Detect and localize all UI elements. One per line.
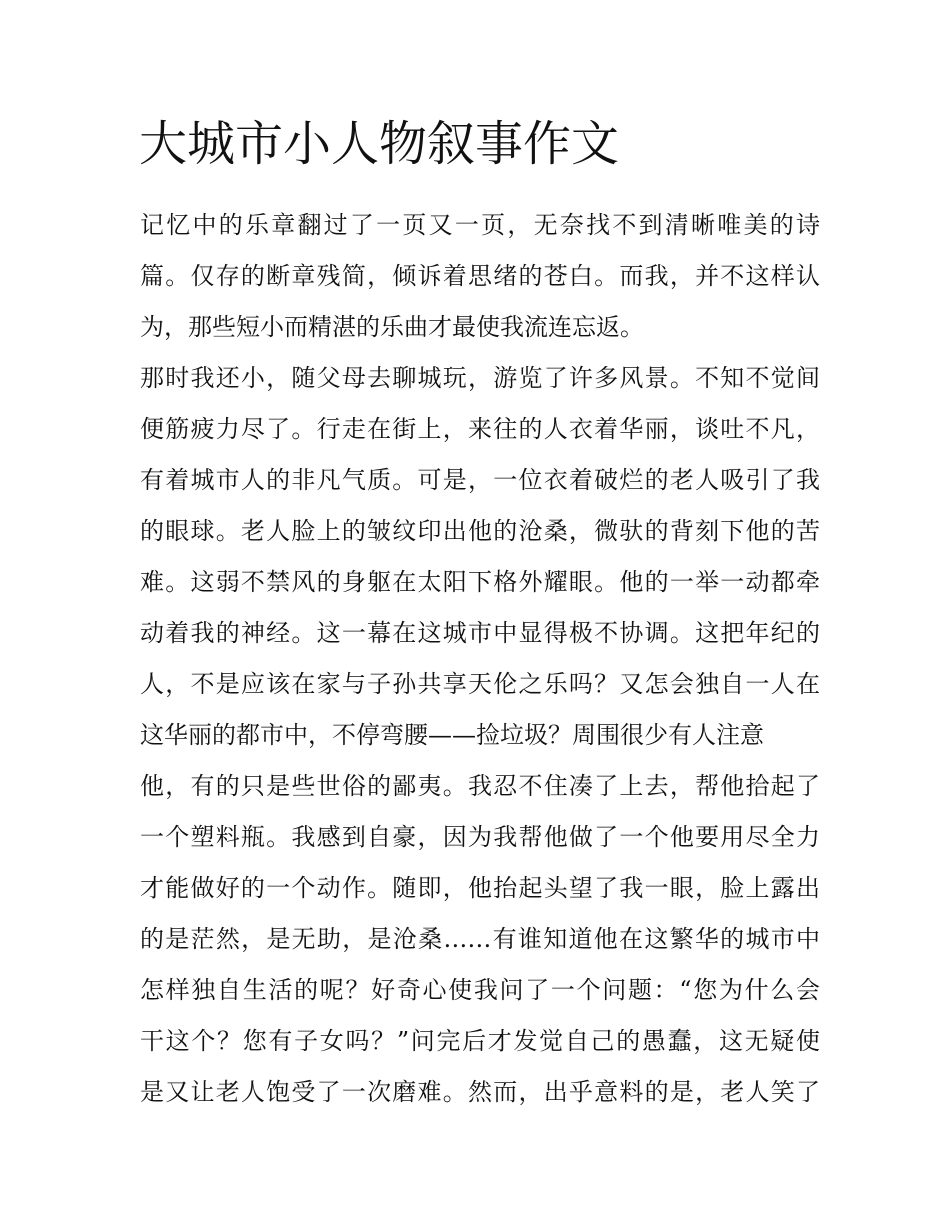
text-line: 干这个？您有子女吗？”问完后才发觉自己的愚蠢，这无疑使 <box>140 1027 820 1055</box>
text-line: 记忆中的乐章翻过了一页又一页，无奈找不到清晰唯美的诗 <box>140 211 820 239</box>
text-line: 的眼球。老人脸上的皱纹印出他的沧桑，微驮的背刻下他的苦 <box>140 517 820 545</box>
text-line: 他，有的只是些世俗的鄙夷。我忍不住凑了上去，帮他拾起了 <box>140 772 820 800</box>
text-line: 人，不是应该在家与子孙共享天伦之乐吗？又怎会独自一人在 <box>140 670 820 698</box>
text-line: 动着我的神经。这一幕在这城市中显得极不协调。这把年纪的 <box>140 619 820 647</box>
text-line: 是又让老人饱受了一次磨难。然而，出乎意料的是，老人笑了 <box>140 1078 820 1106</box>
text-line: 一个塑料瓶。我感到自豪，因为我帮他做了一个他要用尽全力 <box>140 823 820 851</box>
text-line: 那时我还小，随父母去聊城玩，游览了许多风景。不知不觉间 <box>140 364 820 392</box>
text-line: 篇。仅存的断章残简，倾诉着思绪的苍白。而我，并不这样认 <box>140 262 820 290</box>
text-line: 的是茫然，是无助，是沧桑……有谁知道他在这繁华的城市中 <box>140 925 820 953</box>
document-body <box>140 200 820 1118</box>
text-line: 这华丽的都市中，不停弯腰——捡垃圾？周围很少有人注意 <box>140 721 764 749</box>
text-line: 才能做好的一个动作。随即，他抬起头望了我一眼，脸上露出 <box>140 874 820 902</box>
text-line: 怎样独自生活的呢？好奇心使我问了一个问题：“您为什么会 <box>140 976 820 1004</box>
document-title: 大城市小人物叙事作文 <box>139 116 620 172</box>
text-line: 有着城市人的非凡气质。可是，一位衣着破烂的老人吸引了我 <box>140 466 820 494</box>
text-line: 为，那些短小而精湛的乐曲才最使我流连忘返。 <box>140 313 644 341</box>
text-line: 便筋疲力尽了。行走在街上，来往的人衣着华丽，谈吐不凡， <box>140 415 820 443</box>
text-line: 难。这弱不禁风的身躯在太阳下格外耀眼。他的一举一动都牵 <box>140 568 820 596</box>
